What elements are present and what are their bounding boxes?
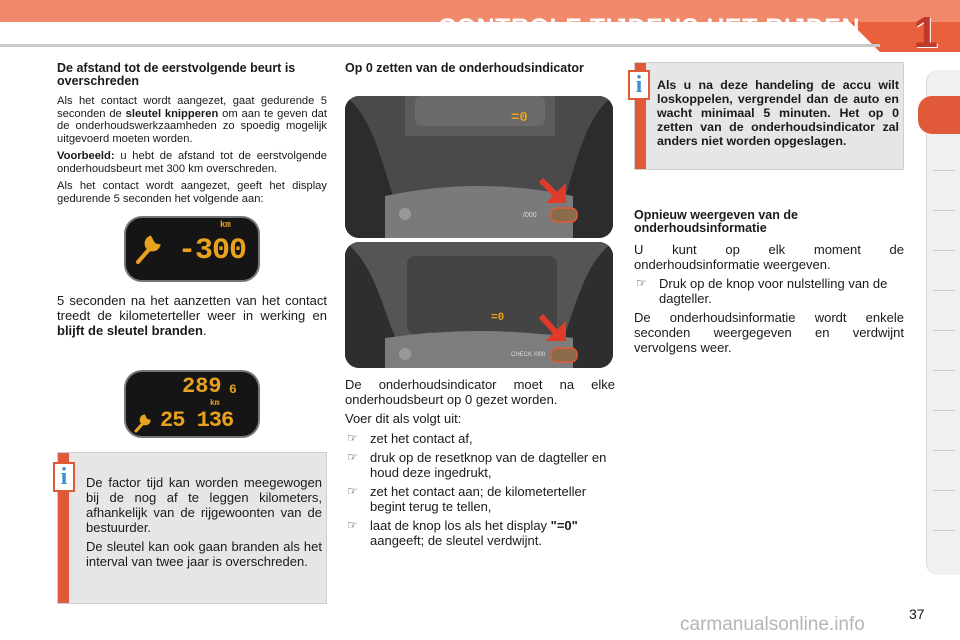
- pointing-hand-icon: ☞: [636, 276, 647, 290]
- trip-value: 289: [182, 374, 222, 399]
- display-value: -300: [178, 234, 247, 268]
- tab-divider: [933, 290, 955, 291]
- display-odometer: [124, 370, 260, 438]
- display-minus-300: [124, 216, 260, 282]
- reset-instructions: [345, 377, 615, 552]
- photo-reset-step-2: [345, 242, 613, 368]
- info-box-battery: [634, 62, 904, 170]
- list-item: ☞ laat de knop los als het display "=0" aangeeft; de sleutel verdwijnt.: [347, 518, 578, 548]
- photo-reset-step-1: [345, 96, 613, 238]
- tab-divider: [933, 330, 955, 331]
- wrench-icon: [132, 412, 154, 434]
- pointing-hand-icon: ☞: [347, 450, 358, 464]
- column-redisplay: [634, 209, 904, 359]
- list-item: ☞ zet het contact aan; de kilometerteller begint terug te tellen,: [347, 484, 587, 514]
- paragraph-display-shows: Als het contact wordt aangezet, geeft het display gedurende 5 seconden het volgende aan:: [57, 180, 327, 205]
- tab-divider: [933, 250, 955, 251]
- info-battery-text: Als u na deze handeling de accu wilt loskoppelen, vergrendel dan de auto en wacht minimaal 5 minuten. Het op 0 zetten van de onderhoudsindicator zal anders niet worden opgeslagen.: [657, 78, 899, 148]
- display-unit-km: km: [220, 220, 231, 230]
- chapter-number: 1: [913, 8, 938, 57]
- list-item: ☞ druk op de resetknop van de dagteller en houd deze ingedrukt,: [347, 450, 607, 480]
- dashboard-photo-2: [345, 242, 613, 368]
- reset-steps-list: [345, 431, 615, 548]
- column-overdue-service: [57, 62, 327, 210]
- pointing-hand-icon: ☞: [347, 518, 358, 532]
- info-paragraph-1: De factor tijd kan worden meegewogen bij de nog af te leggen kilometers, afhankelijk van de rijgewoonten van de bestuurder.: [86, 475, 322, 535]
- paragraph-redisplay: U kunt op elk moment de onderhoudsinformatie weergeven.: [634, 242, 904, 272]
- tab-divider: [933, 530, 955, 531]
- info-paragraph-2: De sleutel kan ook gaan branden als het interval van twee jaar is overschreden.: [86, 539, 322, 569]
- paragraph-proceed: Voer dit als volgt uit:: [345, 411, 462, 426]
- trip-decimal: 6: [229, 382, 237, 397]
- tab-divider: [933, 370, 955, 371]
- paragraph-reset-required: De onderhoudsindicator moet na elke onderhoudsbeurt op 0 gezet worden.: [345, 377, 615, 407]
- paragraph-redisplay-duration: De onderhoudsinformatie wordt enkele seconden weergegeven en verdwijnt vervolgens weer.: [634, 310, 904, 355]
- redisplay-steps: [634, 276, 904, 306]
- tab-divider: [933, 410, 955, 411]
- section-heading-overdue: De afstand tot de eerstvolgende beurt is overschreden: [57, 61, 296, 88]
- section-heading-redisplay: Opnieuw weergeven van de onderhoudsinformatie: [634, 208, 798, 235]
- pointing-hand-icon: ☞: [347, 484, 358, 498]
- info-icon: i: [628, 70, 650, 100]
- info-box-time-factor: [57, 452, 327, 604]
- display-unit-km: km: [210, 399, 220, 408]
- tab-divider: [933, 450, 955, 451]
- watermark: carmanualsonline.info: [680, 614, 865, 635]
- page-header: [0, 0, 960, 57]
- photo1-display: =0: [511, 110, 528, 126]
- tab-divider: [933, 210, 955, 211]
- tab-divider: [933, 170, 955, 171]
- paragraph-example: Voorbeeld: u hebt de afstand tot de eerstvolgende onderhoudsbeurt met 300 km overschreden.: [57, 150, 327, 175]
- odometer-value: 25 136: [160, 408, 234, 433]
- wrench-icon: [132, 232, 162, 266]
- list-item: ☞ Druk op de knop voor nulstelling van de dagteller.: [636, 276, 888, 306]
- paragraph-key-stays-on: 5 seconden na het aanzetten van het contact treedt de kilometerteller weer in werking en blijft de sleutel branden.: [57, 293, 327, 338]
- chapter-tabs[interactable]: [926, 70, 960, 575]
- info-icon: i: [53, 462, 75, 492]
- photo2-display: =0: [491, 312, 505, 324]
- page-number: 37: [909, 606, 925, 622]
- paragraph-key-flashing: Als het contact wordt aangezet, gaat gedurende 5 seconden de sleutel knipperen om aan te geven dat de onderhoudswerkzaamheden zo spoedig mogelijk uitgevoerd moeten worden.: [57, 95, 328, 145]
- active-chapter-tab[interactable]: [918, 96, 960, 134]
- photo2-button-label: CHECK /000: [511, 352, 546, 358]
- page-title: CONTROLE TIJDENS HET RIJDEN: [438, 14, 860, 42]
- column-reset: [345, 62, 615, 82]
- pointing-hand-icon: ☞: [347, 431, 358, 445]
- dashboard-photo-1: [345, 96, 613, 238]
- tab-divider: [933, 490, 955, 491]
- photo1-button-label: /000: [523, 212, 537, 219]
- section-heading-reset: Op 0 zetten van de onderhoudsindicator: [345, 61, 584, 75]
- list-item: ☞ zet het contact af,: [347, 431, 473, 446]
